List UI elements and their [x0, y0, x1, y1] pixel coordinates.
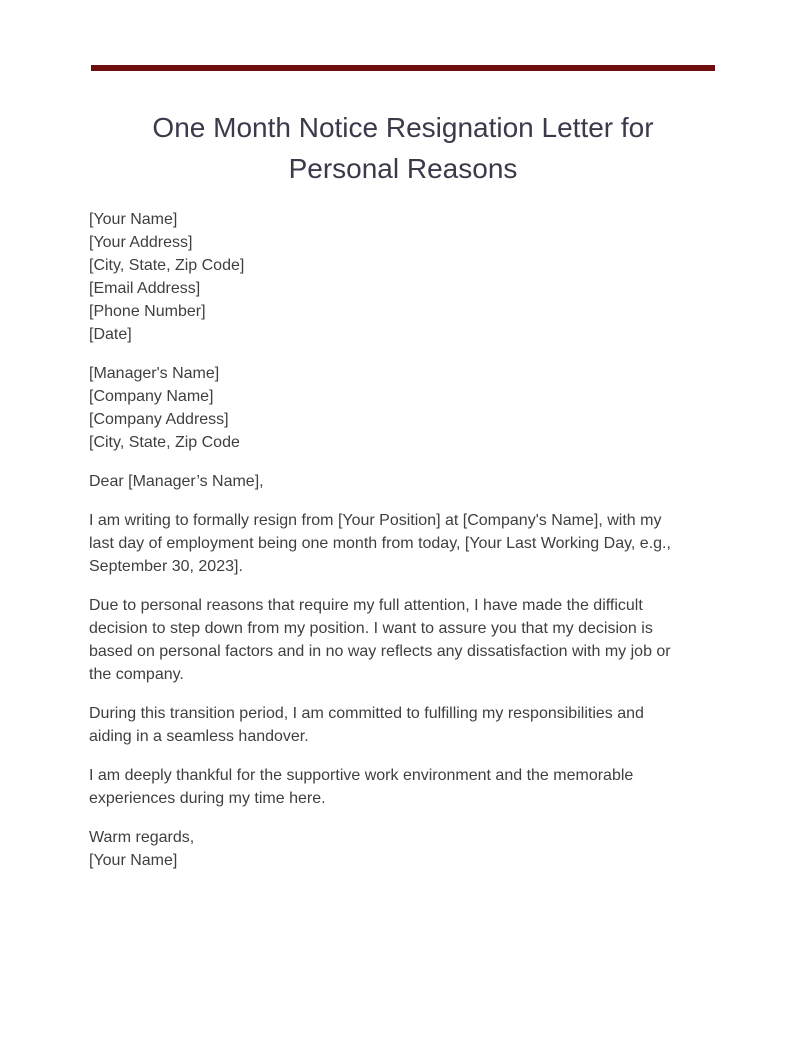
- body-paragraph: I am writing to formally resign from [Your Position] at [Company's Name], with my last day of employment being one month from today, [Your Last Working Day, e.g., September 30, 2023].: [89, 512, 671, 575]
- page-title: [91, 107, 715, 189]
- salutation: Dear [Manager’s Name],: [89, 473, 264, 490]
- recipient-city-state-zip: [City, State, Zip Code: [89, 434, 240, 451]
- sender-phone: [Phone Number]: [89, 303, 206, 320]
- body-paragraph: Due to personal reasons that require my full attention, I have made the difficult decision to step down from my position. I want to assure you that my decision is based on personal factors and in no way reflects any dissatisfaction with my job or the company.: [89, 597, 671, 683]
- body-paragraph: During this transition period, I am committed to fulfilling my responsibilities and aiding in a seamless handover.: [89, 705, 644, 745]
- recipient-manager-name: [Manager's Name]: [89, 365, 220, 382]
- header-divider: [91, 65, 715, 71]
- sender-email: [Email Address]: [89, 280, 201, 297]
- title-line-2: Personal Reasons: [288, 153, 518, 184]
- body-paragraph: I am deeply thankful for the supportive work environment and the memorable experiences during my time here.: [89, 767, 634, 807]
- letter-date: [Date]: [89, 326, 132, 343]
- closing-block: [89, 826, 689, 872]
- signature-name: [Your Name]: [89, 852, 178, 869]
- sender-address: [Your Address]: [89, 234, 193, 251]
- sender-city-state-zip: [City, State, Zip Code]: [89, 257, 245, 274]
- sender-name: [Your Name]: [89, 211, 178, 228]
- recipient-company-name: [Company Name]: [89, 388, 214, 405]
- title-line-1: One Month Notice Resignation Letter for: [152, 112, 654, 143]
- letter-body: [89, 208, 689, 872]
- recipient-address-block: [89, 362, 689, 454]
- closing-phrase: Warm regards,: [89, 829, 195, 846]
- recipient-company-address: [Company Address]: [89, 411, 229, 428]
- sender-address-block: [89, 208, 689, 346]
